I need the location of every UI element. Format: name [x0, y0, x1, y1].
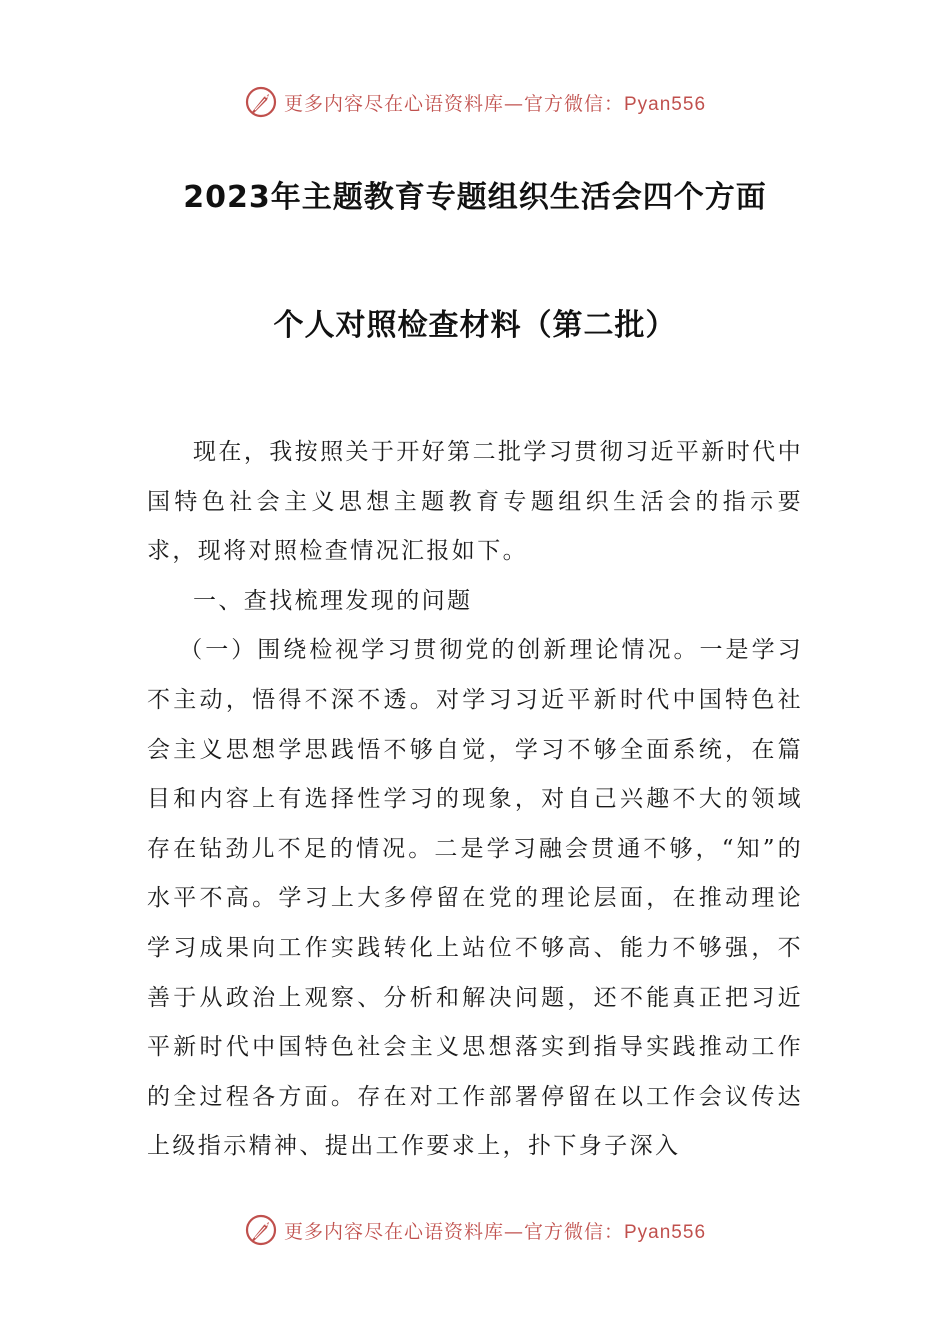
watermark-text: 更多内容尽在心语资料库—官方微信：Pyan556	[283, 1220, 707, 1243]
section-heading: 一、查找梳理发现的问题	[193, 587, 473, 614]
pen-nib-logo-icon	[244, 1213, 278, 1247]
paragraph-section-1: （一）围绕检视学习贯彻党的创新理论情况。一是学习不主动，悟得不深不透。对学习习近平新时代中国特色社会主义思想学思践悟不够自觉，学习不够全面系统，在篇目和内容上有选择性学习的现象，对自己兴趣不大的领域存在钻劲儿不足的情况。二是学习融会贯通不够，“知”的水平不高。学习上大多停留在党的理论层面，在推动理论学习成果向工作实践转化上站位不够高、能力不够强，不善于从政治上观察、分析和解决问题，还不能真正把习近平新时代中国特色社会主义思想落实到指导实践推动工作的全过程各方面。存在对工作部署停留在以工作会议传达上级指示精神、提出工作要求上，扑下身子深入	[147, 637, 803, 1160]
watermark-wechat-id: Pyan556	[624, 1221, 707, 1243]
footer-watermark	[0, 1210, 950, 1250]
watermark-text: 更多内容尽在心语资料库—官方微信：Pyan556	[283, 92, 707, 115]
header-watermark	[0, 82, 950, 122]
document-title-line1: 2023年主题教育专题组织生活会四个方面	[183, 180, 767, 215]
paragraph-intro: 现在，我按照关于开好第二批学习贯彻习近平新时代中国特色社会主义思想主题教育专题组织生活会的指示要求，现将对照检查情况汇报如下。	[147, 439, 803, 565]
watermark-wechat-id: Pyan556	[624, 93, 707, 115]
document-body	[147, 428, 803, 1172]
document-title-line2: 个人对照检查材料（第二批）	[273, 308, 677, 343]
pen-nib-logo-icon	[244, 85, 278, 119]
